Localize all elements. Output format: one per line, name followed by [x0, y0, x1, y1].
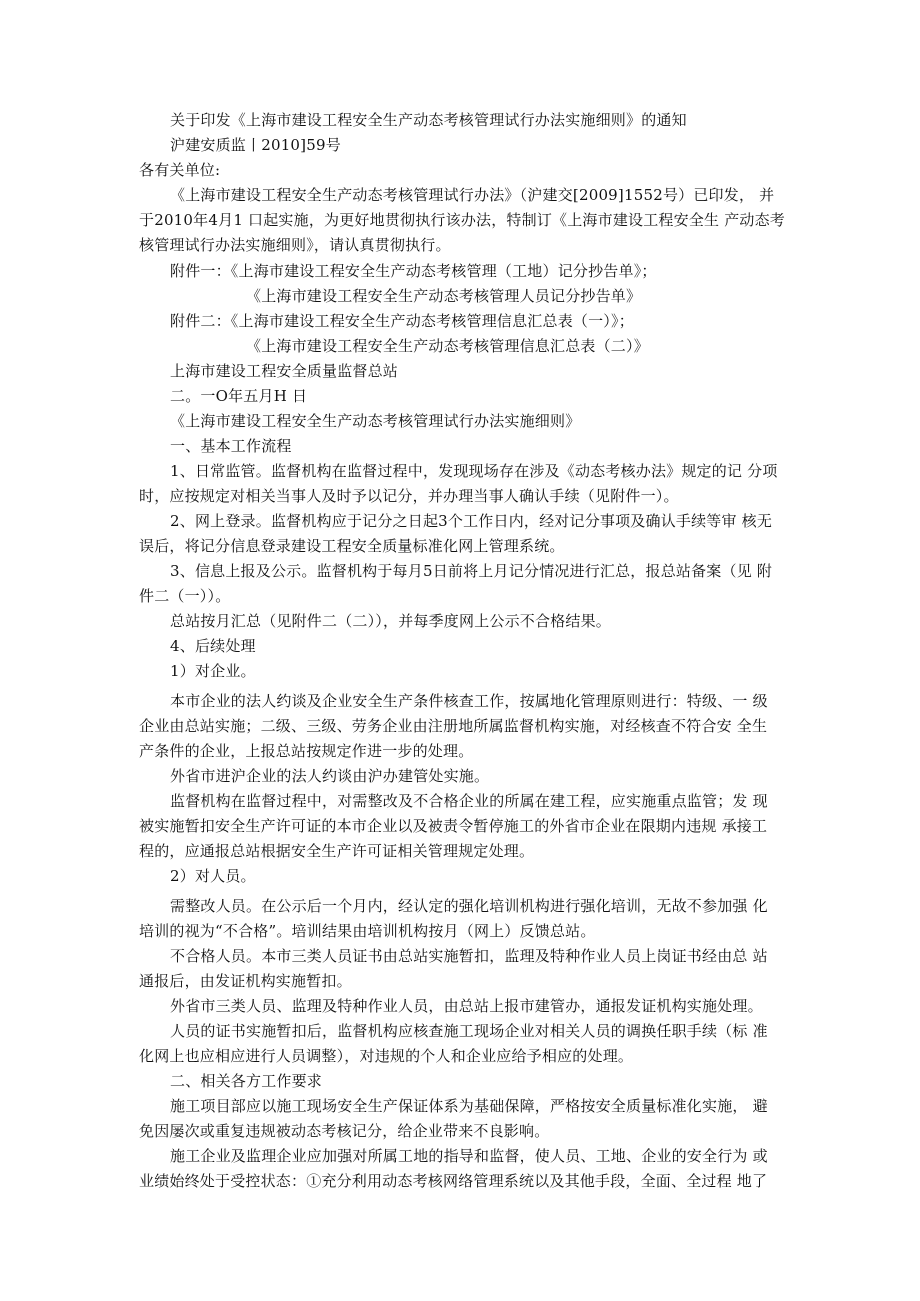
body-line: 误后，将记分信息登录建设工程安全质量标准化网上管理系统。: [139, 537, 565, 555]
intro-line: 《上海市建设工程安全生产动态考核管理试行办法》（沪建交[2009]1552号）已印发， 并: [170, 186, 775, 204]
body-line: 监督机构在监督过程中，对需整改及不合格企业的所属在建工程，应实施重点监管；发 现: [170, 792, 768, 810]
body-line: 需整改人员。在公示后一个月内，经认定的强化培训机构进行强化培训，无故不参加强 化: [170, 897, 768, 915]
attachment-line: 《上海市建设工程安全生产动态考核管理信息汇总表（二）》: [246, 337, 649, 355]
attachment-line: 《上海市建设工程安全生产动态考核管理人员记分抄告单》: [246, 287, 642, 305]
section-heading: 一、基本工作流程: [170, 437, 292, 455]
body-line: 总站按月汇总（见附件二（二）），并每季度网上公示不合格结果。: [170, 612, 612, 630]
body-line: 被实施暂扣安全生产许可证的本市企业以及被责令暂停施工的外省市企业在限期内违规 承接工: [139, 817, 768, 835]
body-line: 外省市进沪企业的法人约谈由沪办建管处实施。: [170, 767, 490, 785]
body-line: 施工企业及监理企业应加强对所属工地的指导和监督，使人员、工地、企业的安全行为 或: [170, 1147, 768, 1165]
subsection-heading: 2）对人员。: [170, 867, 256, 885]
rules-title: 《上海市建设工程安全生产动态考核管理试行办法实施细则》: [170, 412, 581, 430]
salutation: 各有关单位:: [139, 161, 221, 179]
body-line: 产条件的企业，上报总站按规定作进一步的处理。: [139, 742, 474, 760]
body-line: 2、网上登录。监督机构应于记分之日起3个工作日内，经对记分事项及确认手续等审 核无: [170, 512, 773, 530]
subsection-heading: 1）对企业。: [170, 662, 256, 680]
document-number: 沪建安质监丨2010]59号: [170, 136, 341, 154]
body-line: 企业由总站实施；二级、三级、劳务企业由注册地所属监督机构实施，对经核查不符合安 全生: [139, 717, 768, 735]
intro-line: 于2010年4月1 口起实施，为更好地贯彻执行该办法，特制订《上海市建设工程安全生 产动态考: [139, 211, 786, 229]
issuer: 上海市建设工程安全质量监督总站: [170, 362, 399, 380]
body-line: 外省市三类人员、监理及特种作业人员，由总站上报市建管办，通报发证机构实施处理。: [170, 997, 763, 1015]
body-line: 时，应按规定对相关当事人及时予以记分，并办理当事人确认手续（见附件一）。: [139, 487, 679, 505]
body-line: 3、信息上报及公示。监督机构于每月5日前将上月记分情况进行汇总，报总站备案（见 附: [170, 562, 773, 580]
intro-line: 核管理试行办法实施细则》，请认真贯彻执行。: [139, 236, 451, 254]
notice-title: 关于印发《上海市建设工程安全生产动态考核管理试行办法实施细则》的通知: [170, 111, 687, 129]
body-line: 1、日常监管。监督机构在监督过程中，发现现场存在涉及《动态考核办法》规定的记 分项: [170, 462, 778, 480]
body-line: 免因屡次或重复违规被动态考核记分，给企业带来不良影响。: [139, 1122, 550, 1140]
body-line: 培训的视为“不合格”。培训结果由培训机构按月（网上）反馈总站。: [139, 922, 596, 940]
body-line: 通报后，由发证机构实施暂扣。: [139, 972, 352, 990]
body-line: 施工项目部应以施工现场安全生产保证体系为基础保障，严格按安全质量标准化实施， 避: [170, 1097, 768, 1115]
attachment-line: 附件二：《上海市建设工程安全生产动态考核管理信息汇总表（一）》；: [170, 312, 634, 330]
body-line: 件二（一））。: [139, 587, 231, 605]
attachment-line: 附件一：《上海市建设工程安全生产动态考核管理（工地）记分抄告单》；: [170, 262, 657, 280]
section-heading: 4、后续处理: [170, 637, 256, 655]
issue-date: 二。一O年五月H 日: [170, 387, 308, 405]
section-heading: 二、相关各方工作要求: [170, 1072, 323, 1090]
body-line: 不合格人员。本市三类人员证书由总站实施暂扣，监理及特种作业人员上岗证书经由总 站: [170, 947, 768, 965]
body-line: 业绩始终处于受控状态：①充分利用动态考核网络管理系统以及其他手段，全面、全过程 地了: [139, 1172, 768, 1190]
body-line: 人员的证书实施暂扣后，监督机构应核查施工现场企业对相关人员的调换任职手续（标 准: [170, 1022, 768, 1040]
body-line: 本市企业的法人约谈及企业安全生产条件核查工作，按属地化管理原则进行：特级、一 级: [170, 692, 768, 710]
body-line: 化网上也应相应进行人员调整），对违规的个人和企业应给予相应的处理。: [139, 1047, 634, 1065]
body-line: 程的，应通报总站根据安全生产许可证相关管理规定处理。: [139, 842, 535, 860]
